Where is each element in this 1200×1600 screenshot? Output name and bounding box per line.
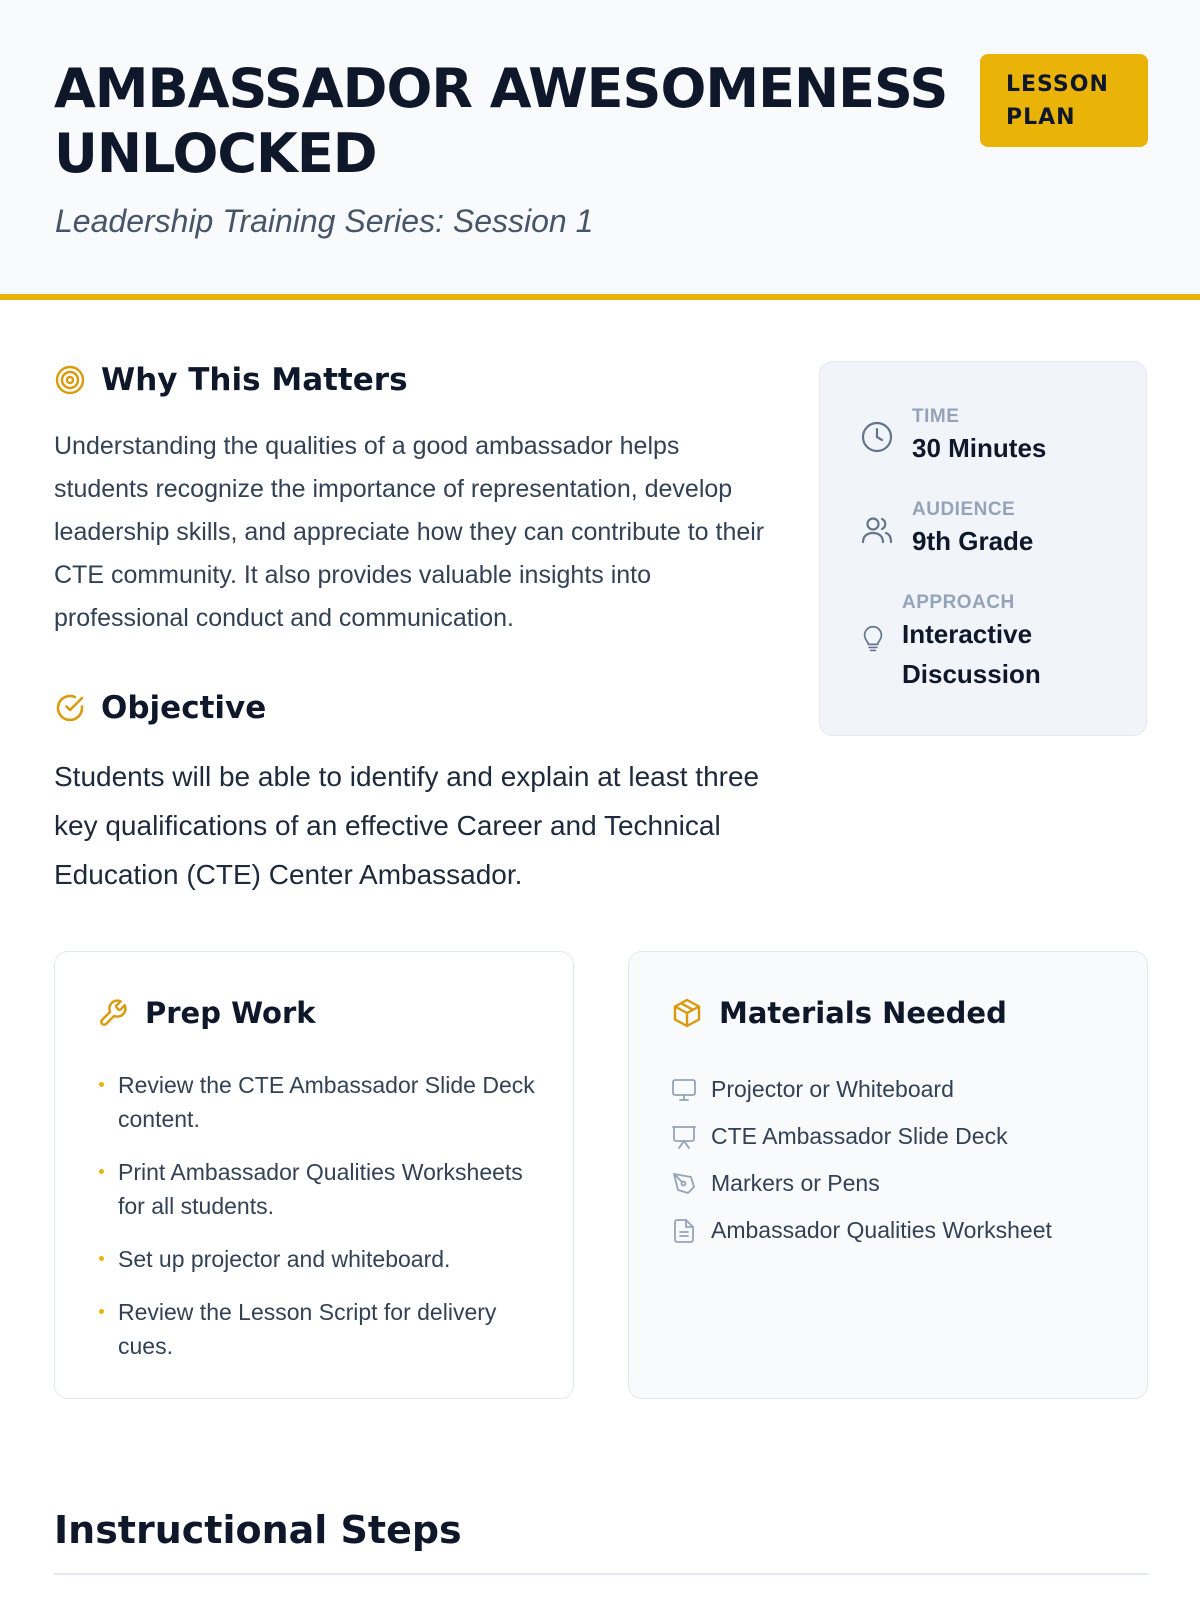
why-heading: Why This Matters: [101, 362, 408, 398]
list-item: [671, 1160, 1052, 1207]
meta-value: 9th Grade: [912, 526, 1034, 556]
presentation-icon: [671, 1124, 697, 1150]
objective-heading: Objective: [101, 690, 267, 726]
why-section-heading: [54, 362, 408, 398]
why-text: Understanding the qualities of a good ambassador helps students recognize the importance of representation, develop leadership skills, and appreciate how they can contribute to their CTE community. It also provides valuable insights into professional conduct and communication.: [54, 432, 765, 632]
meta-value: 30 Minutes: [912, 433, 1047, 463]
meta-audience: [860, 499, 1033, 561]
list-item: [671, 1113, 1052, 1160]
header: [0, 0, 1200, 300]
materials-card: [628, 951, 1148, 1399]
meta-label: APPROACH: [902, 592, 1015, 613]
list-item: Review the CTE Ambassador Slide Deck content.: [97, 1068, 537, 1136]
clock-icon: [860, 420, 894, 454]
section-divider: [54, 1573, 1148, 1575]
box-icon: [671, 997, 703, 1029]
meta-approach: [860, 592, 1072, 694]
objective-section-heading: [54, 690, 266, 726]
list-item: Set up projector and whiteboard.: [97, 1242, 537, 1276]
list-item-label: CTE Ambassador Slide Deck: [711, 1123, 1008, 1149]
objective-text: Students will be able to identify and explain at least three key qualifications of an effective Career and Technical Education (CTE) Center Ambassador.: [54, 761, 760, 890]
check-circle-icon: [54, 692, 86, 724]
list-item: Review the Lesson Script for delivery cues.: [97, 1295, 537, 1363]
meta-label: TIME: [912, 406, 960, 427]
users-icon: [860, 513, 894, 547]
list-item-label: Ambassador Qualities Worksheet: [711, 1217, 1052, 1243]
prep-work-heading: Prep Work: [145, 996, 316, 1030]
page-title: AMBASSADOR AWESOMENESS UNLOCKED: [54, 57, 948, 185]
page-subtitle: Leadership Training Series: Session 1: [55, 203, 594, 239]
materials-header: [671, 996, 1007, 1030]
wrench-icon: [97, 997, 129, 1029]
lightbulb-icon: [860, 624, 886, 654]
prep-work-card: [54, 951, 574, 1399]
meta-label: AUDIENCE: [912, 499, 1016, 520]
target-icon: [54, 364, 86, 396]
list-item: [671, 1066, 1052, 1113]
file-text-icon: [671, 1218, 697, 1244]
materials-heading: Materials Needed: [719, 996, 1007, 1030]
list-item-label: Projector or Whiteboard: [711, 1076, 954, 1102]
monitor-icon: [671, 1077, 697, 1103]
meta-value: Interactive Discussion: [902, 619, 1041, 689]
prep-work-header: [97, 996, 316, 1030]
instructional-steps-heading: Instructional Steps: [54, 1508, 462, 1552]
meta-time: [860, 406, 1046, 468]
prep-work-list: [97, 1068, 537, 1382]
materials-list: [671, 1066, 1052, 1254]
list-item: [671, 1207, 1052, 1254]
lesson-plan-badge: LESSON PLAN: [980, 54, 1148, 147]
list-item: Print Ambassador Qualities Worksheets for all students.: [97, 1155, 537, 1223]
lesson-meta-card: [819, 361, 1147, 736]
pen-tool-icon: [671, 1171, 697, 1197]
list-item-label: Markers or Pens: [711, 1170, 880, 1196]
